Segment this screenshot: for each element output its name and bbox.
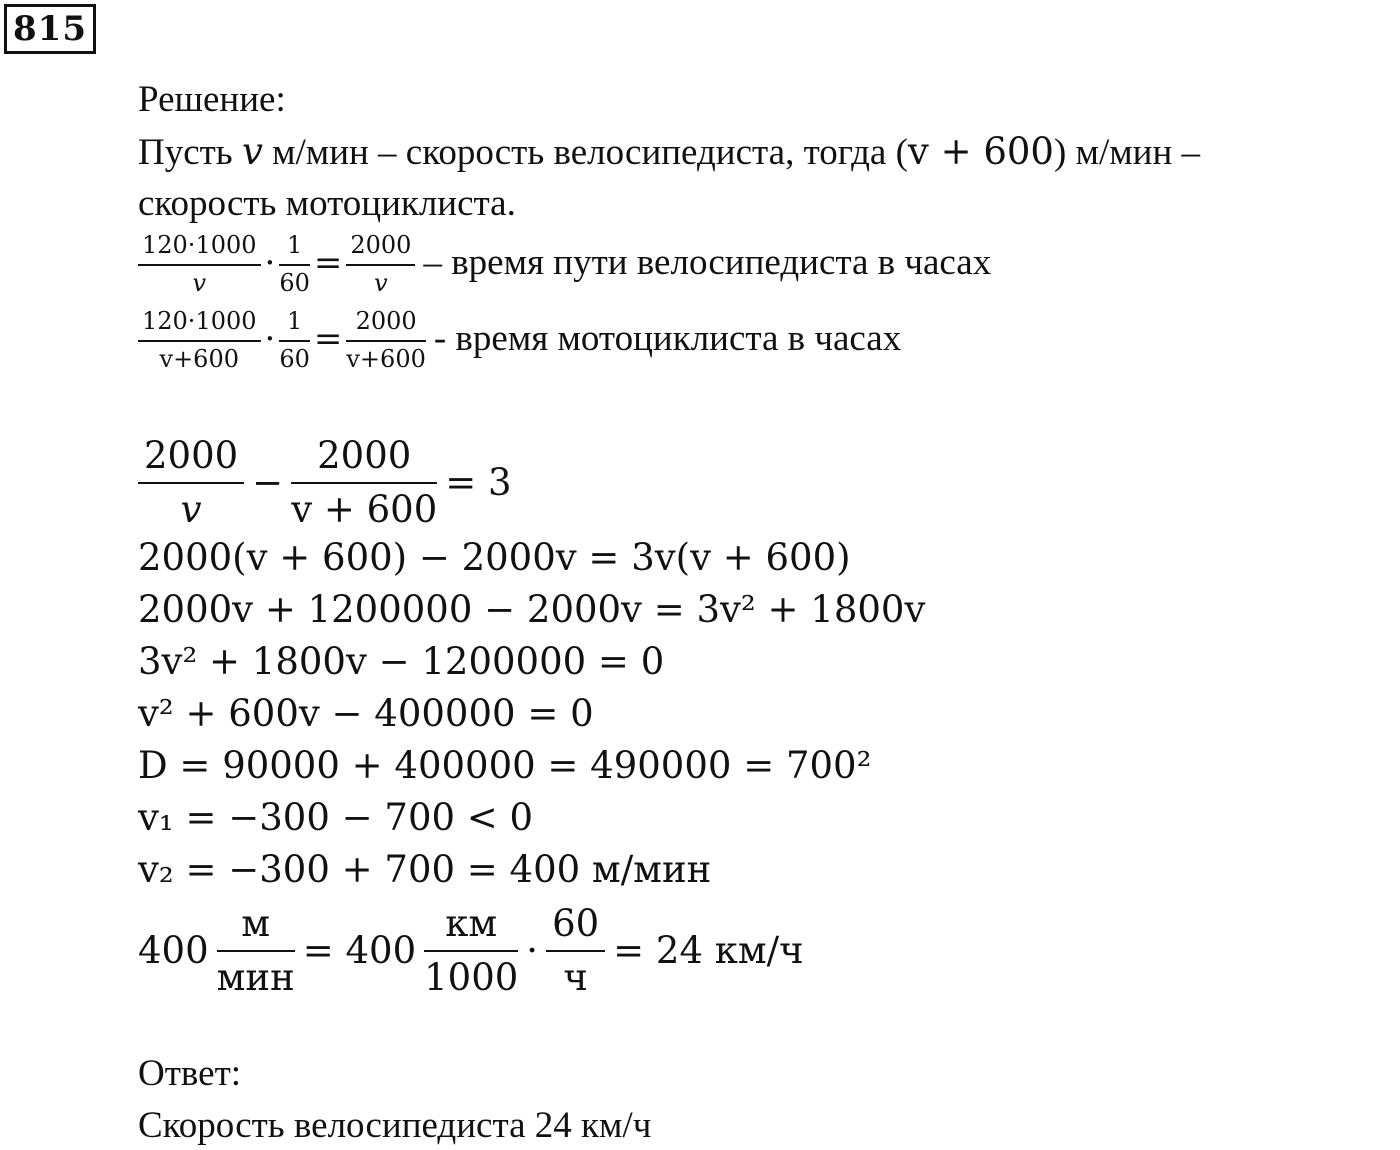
- solution-heading: Решение:: [138, 79, 286, 120]
- fraction: $\frac{м}{\text{мин}}$: [217, 898, 295, 1004]
- main-equation: $\frac{2000}{v}$ − $\frac{2000}{v + 600}$ = 3: [138, 430, 520, 536]
- var-v: v: [241, 130, 263, 173]
- step-7-root-2: v₂ = −300 + 700 = 400 м/мин: [138, 848, 712, 891]
- equation-time-motorcyclist: $\frac{120\cdot 1000}{v+600}$ · $\frac{1}{60}$ = $\frac{2000}{v+600}$ - время мотоциклиста в часах: [138, 302, 901, 376]
- fraction: $\frac{1}{60}$: [279, 226, 310, 300]
- answer-heading: Ответ:: [138, 1053, 242, 1094]
- fraction: $\frac{2000}{v}$: [138, 430, 244, 536]
- unit-conversion: 400 $\frac{м}{\text{мин}}$ = 400 $\frac{км}{1000}$ · $\frac{60}{ч}$ = 24 км/ч: [138, 898, 812, 1004]
- fraction: $\frac{2000}{v+600}$: [346, 302, 425, 376]
- fraction: $\frac{1}{60}$: [279, 302, 310, 376]
- fraction: $\frac{60}{ч}$: [546, 898, 605, 1004]
- equation-time-cyclist: $\frac{120\cdot 1000}{v}$ · $\frac{1}{60}$ = $\frac{2000}{v}$ – время пути велосипедиста в часах: [138, 226, 991, 300]
- fraction: $\frac{120\cdot 1000}{v+600}$: [138, 302, 261, 376]
- step-6-root-1: v₁ = −300 − 700 < 0: [138, 796, 534, 839]
- step-1: 2000(v + 600) − 2000v = 3v(v + 600): [138, 536, 851, 579]
- intro-line-2: скорость мотоциклиста.: [138, 183, 516, 224]
- step-3: 3v² + 1800v − 1200000 = 0: [138, 640, 665, 683]
- step-4: v² + 600v − 400000 = 0: [138, 692, 594, 735]
- answer-text: Скорость велосипедиста 24 км/ч: [138, 1105, 652, 1146]
- fraction: $\frac{2000}{v + 600}$: [291, 430, 437, 536]
- fraction: $\frac{км}{1000}$: [424, 898, 518, 1004]
- expr-v-plus-600: v + 600: [907, 130, 1054, 173]
- fraction: $\frac{2000}{v}$: [346, 226, 415, 300]
- equation-caption: – время пути велосипедиста в часах: [423, 242, 992, 283]
- step-2: 2000v + 1200000 − 2000v = 3v² + 1800v: [138, 588, 926, 631]
- problem-number: 815: [4, 4, 96, 54]
- fraction: $\frac{120\cdot 1000}{v}$: [138, 226, 261, 300]
- equation-caption: - время мотоциклиста в часах: [433, 318, 902, 359]
- intro-line-1: Пусть v м/мин – скорость велосипедиста, тогда (v + 600) м/мин –: [138, 130, 1200, 173]
- step-5-discriminant: D = 90000 + 400000 = 490000 = 700²: [138, 744, 872, 787]
